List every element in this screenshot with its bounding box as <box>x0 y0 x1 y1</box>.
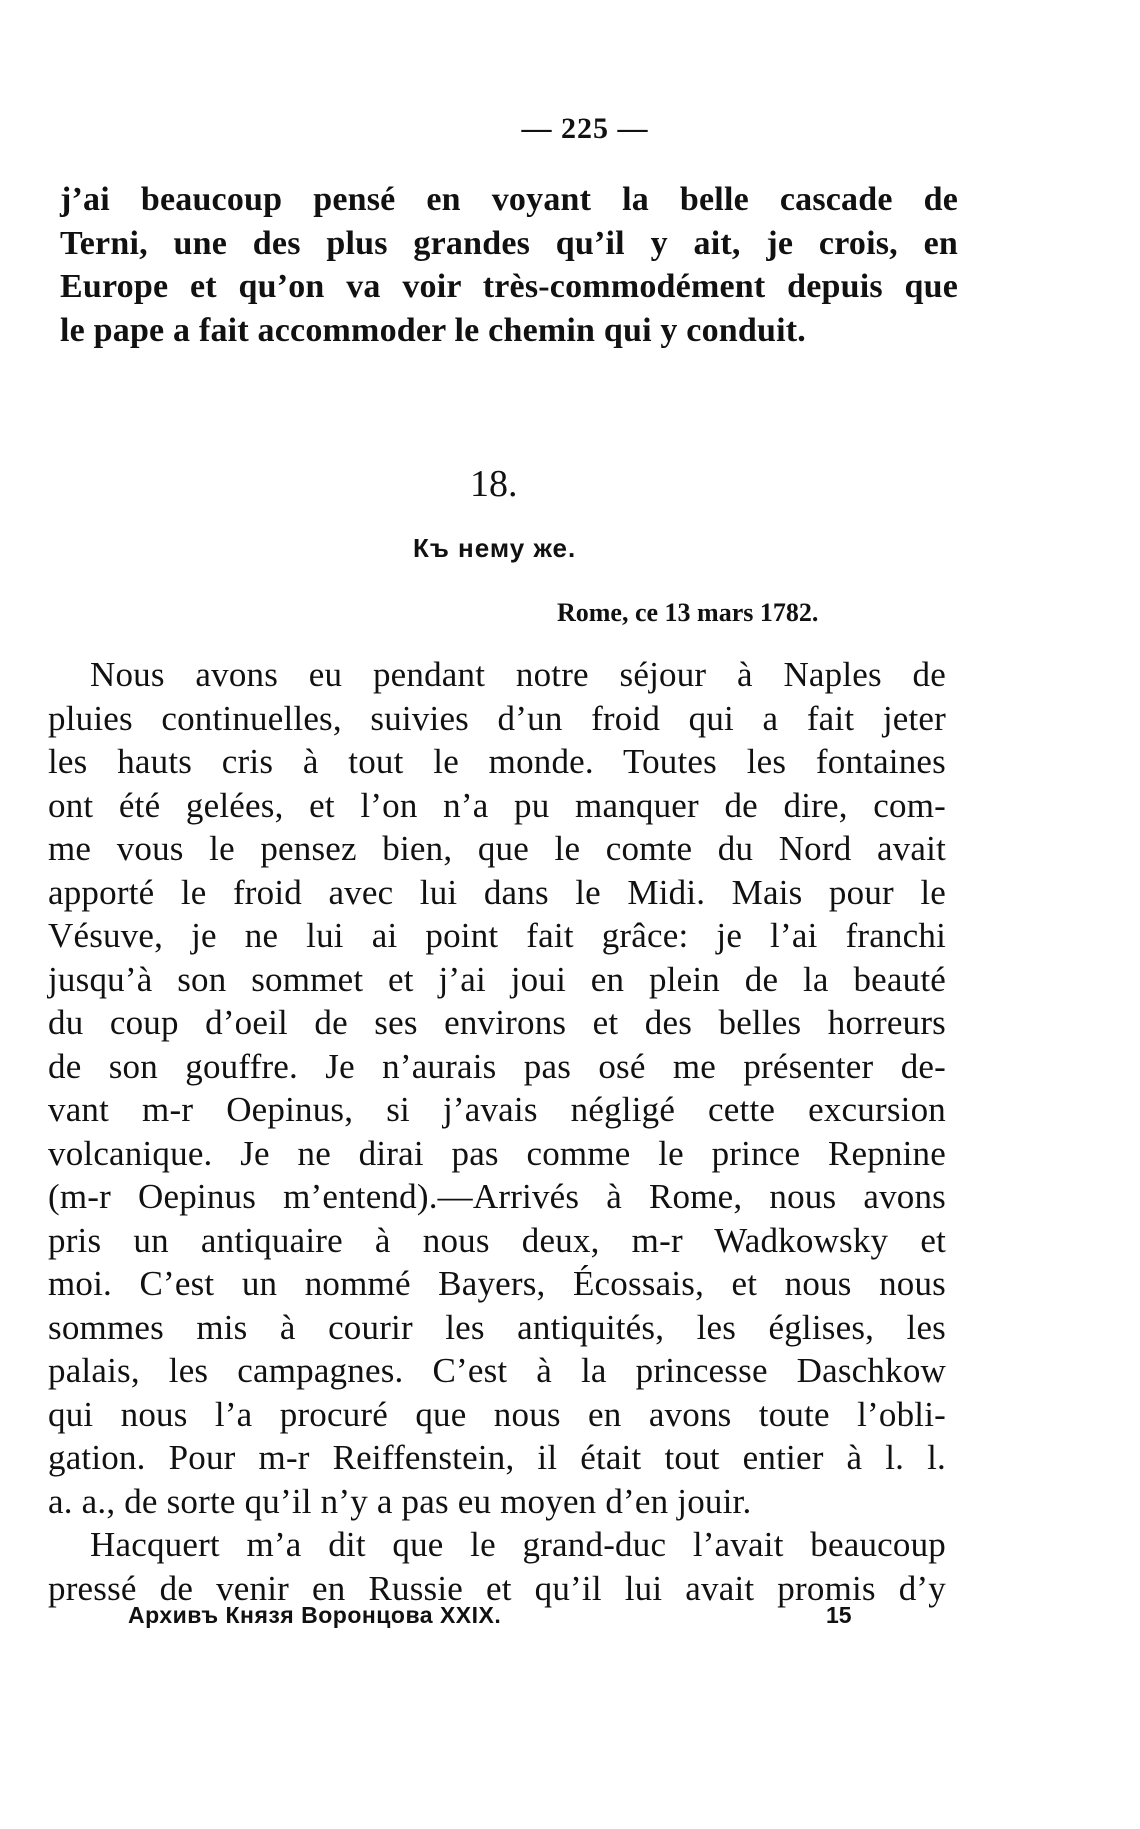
letter-dateline: Rome, ce 13 mars 1782. <box>557 598 819 627</box>
text-line: le pape a fait accommoder le chemin qui y conduit. <box>60 311 806 349</box>
text-line: Nous avons eu pendant notre séjour à Naples de <box>90 655 946 694</box>
text-line: Hacquert m’a dit que le grand-duc l’avait beaucoup <box>90 1525 946 1564</box>
footer-title: Архивъ Князя Воронцова XXIX. <box>128 1602 502 1628</box>
text-line: Terni, une des plus grandes qu’il y ait, je crois, en <box>60 224 958 262</box>
text-line: Europe et qu’on va voir très-commodément depuis que <box>60 268 958 305</box>
letter-body <box>48 653 946 1610</box>
text-line: pluies continuelles, suivies d’un froid qui a fait jeter <box>48 698 946 738</box>
text-line: gation. Pour m-r Reiffenstein, il était tout entier à l. l. <box>48 1438 946 1477</box>
intro-paragraph <box>60 178 958 352</box>
text-line: pris un antiquaire à nous deux, m-r Wadkowsky et <box>48 1220 946 1260</box>
signature-mark: 15 <box>826 1602 852 1628</box>
text-line: jusqu’à son sommet et j’ai joui en plein de la beauté <box>48 959 946 999</box>
text-line: vant m-r Oepinus, si j’avais négligé cette excursion <box>48 1090 946 1129</box>
text-line: moi. C’est un nommé Bayers, Écossais, et nous nous <box>48 1264 946 1303</box>
text-line: sommes mis à courir les antiquités, les églises, les <box>48 1307 946 1347</box>
text-line: de son gouffre. Je n’aurais pas osé me présenter de- <box>48 1046 946 1086</box>
text-line: les hauts cris à tout le monde. Toutes les fontaines <box>48 742 946 781</box>
text-line: du coup d’oeil de ses environs et des belles horreurs <box>48 1003 946 1042</box>
text-line: ont été gelées, et l’on n’a pu manquer de dire, com- <box>48 785 946 825</box>
text-line: palais, les campagnes. C’est à la princesse Daschkow <box>48 1351 946 1390</box>
text-line: (m-r Oepinus m’entend).—Arrivés à Rome, nous avons <box>48 1177 946 1216</box>
text-line: Vésuve, je ne lui ai point fait grâce: je l’ai franchi <box>48 916 946 955</box>
text-line: qui nous l’a procuré que nous en avons toute l’obli- <box>48 1394 946 1434</box>
text-line: volcanique. Je ne dirai pas comme le prince Repnine <box>48 1133 946 1173</box>
letter-addressee: Къ нему же. <box>413 533 577 563</box>
text-line: me vous le pensez bien, que le comte du Nord avait <box>48 829 946 868</box>
text-line: a. a., de sorte qu’il n’y a pas eu moyen d’en jouir. <box>48 1481 752 1521</box>
letter-number: 18. <box>470 463 518 505</box>
text-line: apporté le froid avec lui dans le Midi. Mais pour le <box>48 872 946 912</box>
page-number: — 225 — <box>521 112 649 145</box>
text-line: j’ai beaucoup pensé en voyant la belle cascade de <box>60 181 958 218</box>
text-line: pressé de venir en Russie et qu’il lui avait promis d’y <box>48 1568 946 1608</box>
